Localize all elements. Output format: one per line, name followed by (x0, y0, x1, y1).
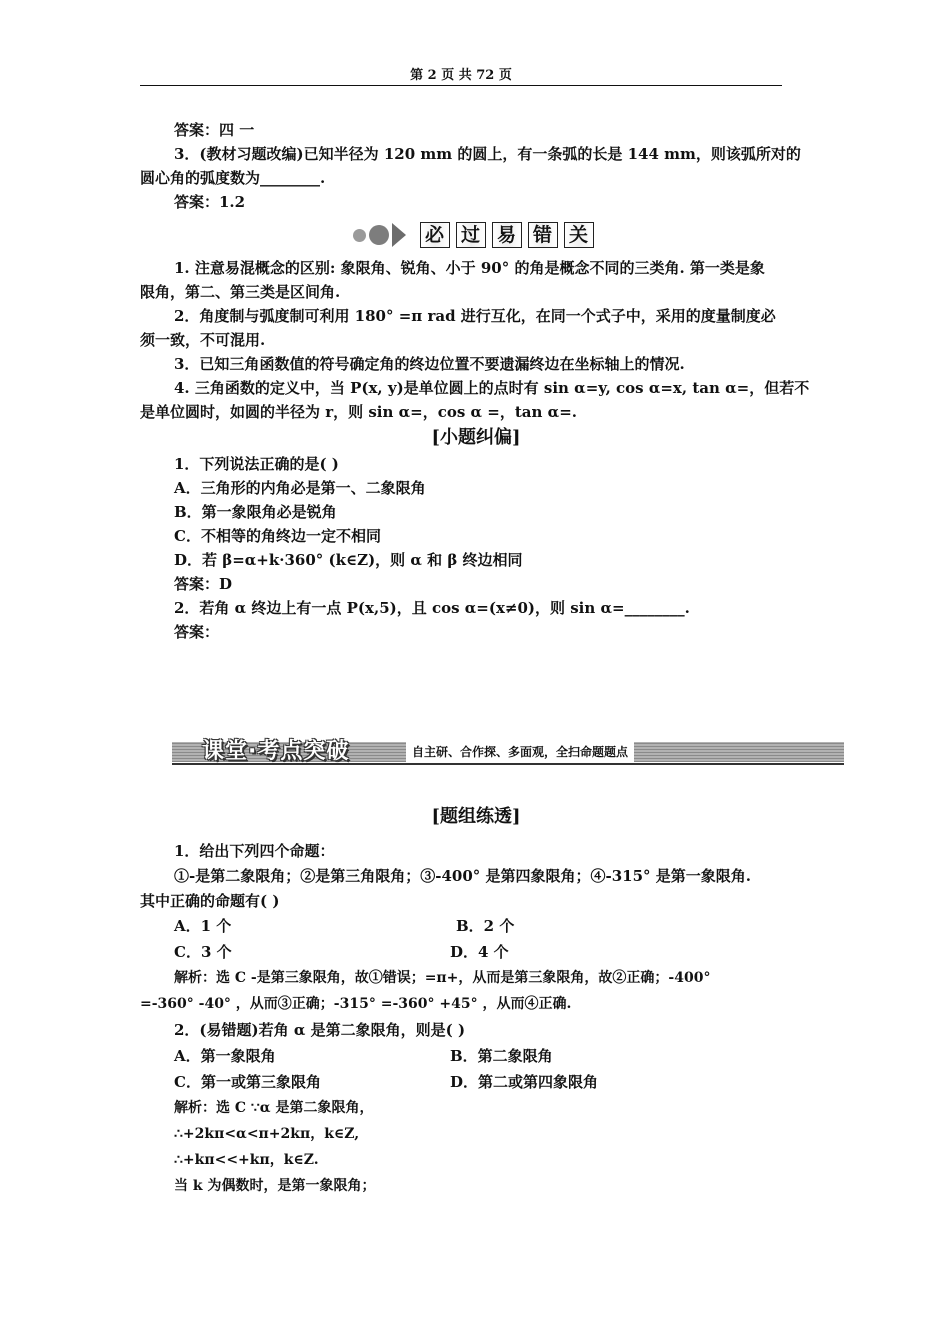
analysis-line: 解析：选 C -是第三象限角，故①错误；=π+，从而是第三象限角，故②正确；-400° (174, 970, 711, 986)
note-line: 1. 注意易混概念的区别: 象限角、锐角、小于 90° 的角是概念不同的三类角. 第一类是象 (174, 259, 765, 277)
question-line: ①-是第二象限角；②是第三角限角；③-400° 是第四象限角；④-315° 是第一象限角. (174, 867, 751, 885)
note-line: 3．已知三角函数值的符号确定角的终边位置不要遗漏终边在坐标轴上的情况. (174, 355, 685, 373)
page-content (140, 118, 812, 644)
section-title-tizu: [题组练透] (431, 806, 521, 827)
option-c: C．第一或第三象限角 (174, 1073, 321, 1091)
page-header: 第 2 页 共 72 页 (410, 68, 512, 83)
banner-char: 过 (456, 222, 486, 248)
header-rule (140, 85, 782, 86)
banner-char: 必 (420, 222, 450, 248)
option-row (140, 1043, 812, 1069)
option-a: A．三角形的内角必是第一、二象限角 (174, 479, 426, 497)
bixiguan-banner (140, 214, 812, 256)
option-b: B．第二象限角 (450, 1047, 553, 1065)
option-b: B．第一象限角必是锐角 (174, 503, 337, 521)
note-line: 是单位圆时，如圆的半径为 r，则 sin α=，cos α =，tan α=. (140, 403, 577, 421)
note-line: 2．角度制与弧度制可利用 180° =π rad 进行互化，在同一个式子中，采用的度量制度必 (174, 307, 776, 325)
banner-subtitle: 自主研、合作探、多面观，全扫命题题点 (406, 742, 634, 762)
ketang-banner (172, 738, 844, 766)
answer-line: 答案：四 一 (174, 121, 255, 139)
option-row (140, 913, 812, 939)
analysis-line: ∴+kπ<<+kπ，k∈Z. (174, 1152, 319, 1168)
banner-char: 错 (528, 222, 558, 248)
banner-char: 关 (564, 222, 594, 248)
small-dot-icon (353, 229, 366, 242)
option-row (140, 1069, 812, 1095)
option-a: A．第一象限角 (174, 1047, 276, 1065)
option-b: B．2 个 (456, 917, 515, 935)
note-line: 须一致，不可混用. (140, 331, 266, 349)
banner-char: 易 (492, 222, 522, 248)
answer-line: 答案：1.2 (174, 193, 246, 211)
question-line: 1．给出下列四个命题： (174, 842, 335, 860)
option-d: D．第二或第四象限角 (450, 1073, 599, 1091)
analysis-line: =-360° -40° ，从而③正确；-315° =-360° +45° ，从而④正确. (140, 996, 572, 1012)
option-d: D．4 个 (450, 943, 509, 961)
arrow-icon (392, 223, 406, 247)
option-d: D．若 β=α+k·360° (k∈Z)，则 α 和 β 终边相同 (174, 551, 523, 569)
note-line: 4. 三角函数的定义中，当 P(x, y)是单位圆上的点时有 sin α=y, cos α=x, tan α=，但若不 (174, 379, 810, 397)
question-line: 3．(教材习题改编)已知半径为 120 mm 的圆上，有一条弧的长是 144 mm，则该弧所对的 (174, 145, 801, 163)
option-c: C．不相等的角终边一定不相同 (174, 527, 381, 545)
analysis-line: 解析：选 C ∵α 是第二象限角， (174, 1100, 374, 1116)
question-line: 2．若角 α 终边上有一点 P(x,5)，且 cos α=(x≠0)，则 sin α=________. (174, 599, 690, 617)
note-line: 限角，第二、第三类是区间角. (140, 283, 341, 301)
option-c: C．3 个 (174, 943, 232, 961)
analysis-line: 当 k 为偶数时，是第一象限角； (174, 1178, 376, 1194)
section-title-xiaoti: [小题纠偏] (431, 427, 521, 448)
option-a: A．1 个 (174, 917, 232, 935)
question-line: 其中正确的命题有( ) (140, 892, 280, 910)
question-line: 2．(易错题)若角 α 是第二象限角，则是( ) (174, 1021, 466, 1039)
analysis-line: ∴+2kπ<α<π+2kπ，k∈Z, (174, 1126, 360, 1142)
exercise-content (140, 803, 812, 1199)
option-row (140, 939, 812, 965)
answer-line: 答案：D (174, 575, 233, 593)
answer-line: 答案： (174, 623, 220, 641)
banner-title: 课堂·考点突破 (202, 739, 350, 764)
question-line: 1．下列说法正确的是( ) (174, 455, 339, 473)
large-dot-icon (369, 225, 389, 245)
question-line: 圆心角的弧度数为________. (140, 169, 326, 187)
